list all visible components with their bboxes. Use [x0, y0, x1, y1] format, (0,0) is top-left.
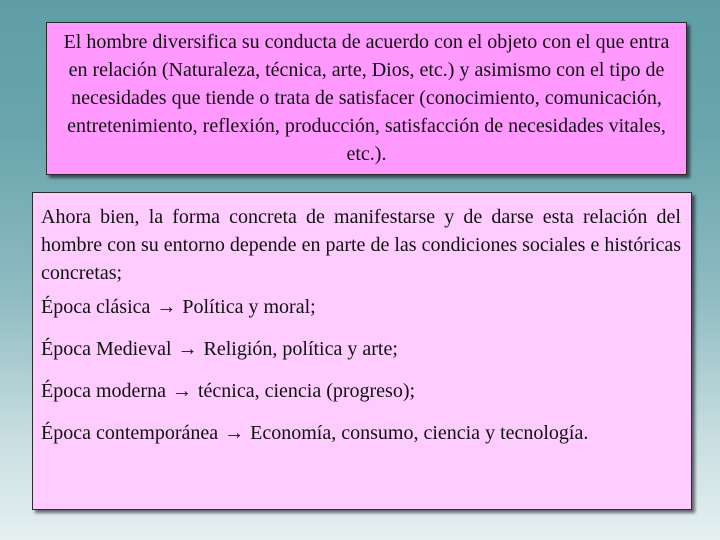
- epoch-label: Época moderna: [41, 380, 166, 402]
- content-text-box: [32, 192, 692, 510]
- epoch-item: [41, 335, 681, 363]
- epoch-label: Época contemporánea: [41, 422, 219, 444]
- epoch-item: [41, 293, 681, 321]
- right-arrow-icon: →: [224, 422, 245, 444]
- epoch-label: Época Medieval: [41, 338, 172, 360]
- right-arrow-icon: →: [171, 380, 192, 402]
- epoch-value: técnica, ciencia (progreso);: [197, 380, 416, 402]
- epoch-item: [41, 377, 681, 405]
- epoch-item: [41, 419, 681, 447]
- summary-text-box: [46, 22, 687, 175]
- epoch-value: Política y moral;: [182, 296, 316, 318]
- right-arrow-icon: →: [156, 296, 177, 318]
- intro-paragraph: Ahora bien, la forma concreta de manifestarse y de darse esta relación del hombre con su entorno depende en parte de las condiciones sociales e históricas concretas;: [41, 206, 681, 284]
- summary-text: El hombre diversifica su conducta de acuerdo con el objeto con el que entra en relación (Naturaleza, técnica, arte, Dios, etc.) y asimismo con el tipo de necesidades que tiende o trata de satisfacer (conocimiento, comunicación, entretenimiento, reflexión, producción, satisfacción de necesidades vitales, etc.).: [63, 31, 670, 165]
- right-arrow-icon: →: [177, 338, 198, 360]
- epoch-value: Religión, política y arte;: [203, 338, 398, 360]
- epoch-value: Economía, consumo, ciencia y tecnología.: [250, 422, 589, 444]
- epoch-label: Época clásica: [41, 296, 151, 318]
